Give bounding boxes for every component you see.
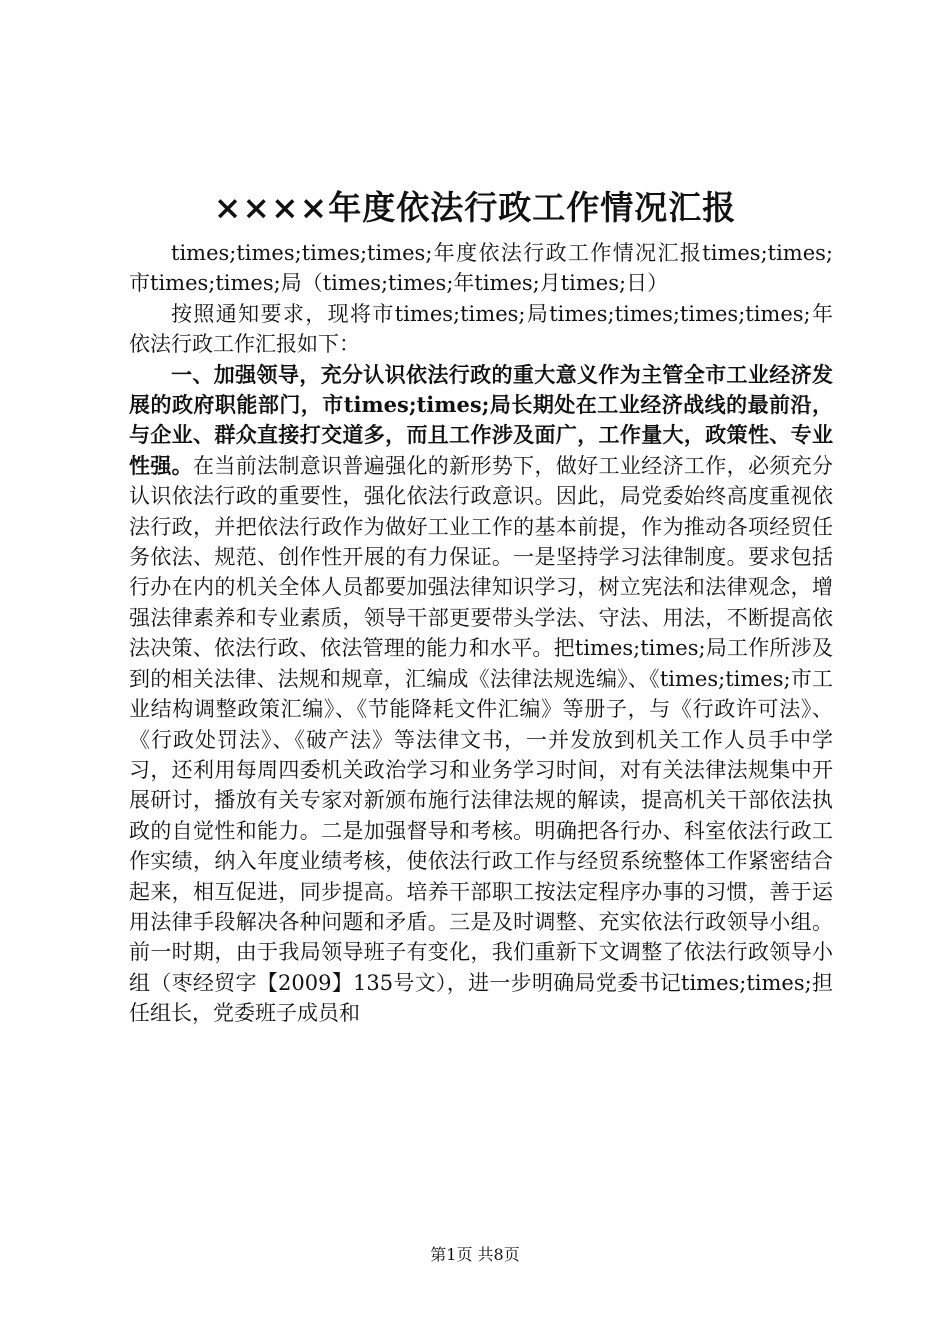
document-body xyxy=(129,238,833,1029)
paragraph-section-one xyxy=(129,360,833,1029)
document-title: ××××年度依法行政工作情况汇报 xyxy=(213,188,737,227)
paragraph-text: 按照通知要求，现将市times;times;局times;times;times;times;年依法行政工作汇报如下： xyxy=(129,301,833,357)
paragraph-heading-date xyxy=(129,238,833,299)
paragraph-text: times;times;times;times;年度依法行政工作情况汇报times;times;市times;times;局（times;times;年times;月times;日） xyxy=(129,241,833,296)
section-heading: 一、加强领导，充分认识依法行政的重大意义作为主管全市工业经济发展的政府职能部门，市times;times;局长期处在工业经济战线的最前沿，与企业、群众直接打交道多，而且工作涉及面广，工作量大，政策性、专业性强。 xyxy=(129,361,833,478)
paragraph-text: 在当前法制意识普遍强化的新形势下，做好工业经济工作，必须充分认识依法行政的重要性，强化依法行政意识。因此，局党委始终高度重视依法行政，并把依法行政作为做好工业工作的基本前提，作为推动各项经贸任务依法、规范、创作性开展的有力保证。一是坚持学习法律制度。要求包括行办在内的机关全体人员都要加强法律知识学习，树立宪法和法律观念，增强法律素养和专业素质，领导干部更要带头学法、守法、用法，不断提高依法决策、依法行政、依法管理的能力和水平。把times;times;局工作所涉及到的相关法律、法规和规章，汇编成《法律法规选编》、《times;times;市工业结构调整政策汇编》、《节能降耗文件汇编》等册子，与《行政许可法》、《行政处罚法》、《破产法》等法律文书，一并发放到机关工作人员手中学习，还利用每周四委机关政治学习和业务学习时间，对有关法律法规集中开展研讨，播放有关专家对新颁布施行法律法规的解读，提高机关干部依法执政的自觉性和能力。二是加强督导和考核。明确把各行办、科室依法行政工作实绩，纳入年度业绩考核，使依法行政工作与经贸系统整体工作紧密结合起来，相互促进，同步提高。培养干部职工按法定程序办事的习惯，善于运用法律手段解决各种问题和矛盾。三是及时调整、充实依法行政领导小组。前一时期，由于我局领导班子有变化，我们重新下文调整了依法行政领导小组（枣经贸字【2009】135号文），进一步明确局党委书记times;times;担任组长，党委班子成员和 xyxy=(129,453,833,1026)
paragraph-intro xyxy=(129,299,833,360)
page-footer: 第1页 共8页 xyxy=(430,1245,520,1264)
